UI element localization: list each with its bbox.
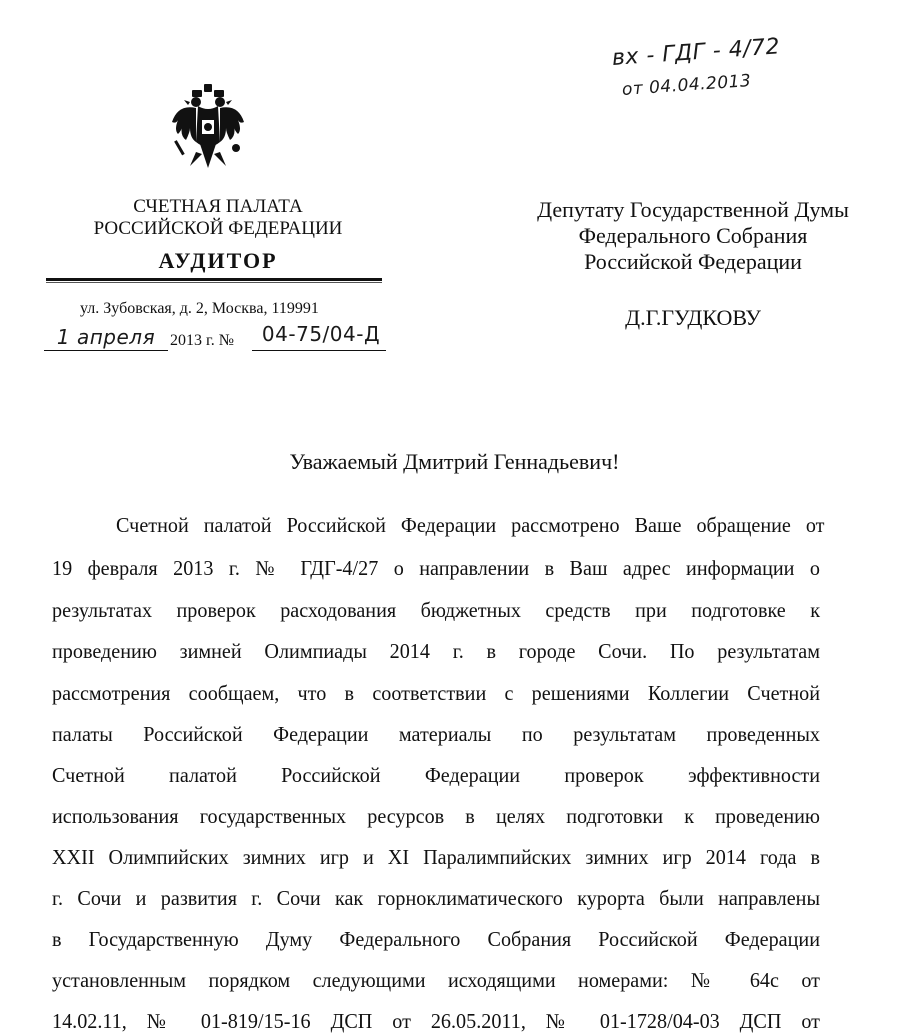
- body-line: XXII Олимпийских зимних игр и XI Паралимпийских зимних игр 2014 года в: [52, 845, 820, 869]
- body-line: проведению зимней Олимпиады 2014 г. в городе Сочи. По результатам: [52, 639, 820, 663]
- header-rule-thin: [46, 282, 382, 283]
- body-line: Счетной палатой Российской Федерации проверок эффективности: [52, 763, 820, 787]
- recipient-name: Д.Г.ГУДКОВУ: [625, 305, 761, 330]
- recipient-line1: Депутату Государственной Думы: [537, 197, 849, 222]
- outgoing-number-handwritten: 04-75/04-Д: [261, 322, 381, 346]
- body-line: использования государственных ресурсов в целях подготовки к проведению: [52, 804, 820, 828]
- sender-position: АУДИТОР: [158, 248, 278, 273]
- body-line: палаты Российской Федерации материалы по результатам проведенных: [52, 722, 820, 746]
- registration-date-handwritten: от 04.04.2013: [621, 70, 752, 100]
- body-line: г. Сочи и развития г. Сочи как горноклиматического курорта были направлены: [52, 886, 820, 910]
- date-underline: [44, 350, 168, 351]
- body-line: установленным порядком следующими исходящими номерами: № 64с от: [52, 968, 820, 992]
- header-rule: [46, 278, 382, 281]
- body-line: рассмотрения сообщаем, что в соответствии с решениями Коллегии Счетной: [52, 681, 820, 705]
- coat-of-arms-icon: [168, 82, 248, 174]
- body-line: 14.02.11, № 01-819/15-16 ДСП от 26.05.2011, № 01-1728/04-03 ДСП от: [52, 1009, 820, 1033]
- outgoing-date-handwritten: 1 апреля: [56, 325, 156, 349]
- body-line: 19 февраля 2013 г. № ГДГ-4/27 о направлении в Ваш адрес информации о: [52, 556, 820, 580]
- registration-number-handwritten: вх - ГДГ - 4/72: [611, 34, 781, 71]
- body-line: в Государственную Думу Федерального Собрания Российской Федерации: [52, 927, 820, 951]
- org-name-line1: СЧЕТНАЯ ПАЛАТА: [133, 196, 303, 217]
- org-name-line2: РОССИЙСКОЙ ФЕДЕРАЦИИ: [93, 218, 343, 239]
- body-line: результатах проверок расходования бюджетных средств при подготовке к: [52, 598, 820, 622]
- recipient-line3: Российской Федерации: [584, 249, 802, 274]
- salutation: Уважаемый Дмитрий Геннадьевич!: [289, 449, 620, 474]
- recipient-line2: Федерального Собрания: [578, 223, 808, 248]
- year-number-label: 2013 г. №: [170, 332, 235, 349]
- sender-address: ул. Зубовская, д. 2, Москва, 119991: [80, 300, 319, 317]
- body-line: Счетной палатой Российской Федерации рассмотрено Ваше обращение от: [116, 513, 825, 537]
- number-underline: [252, 350, 386, 351]
